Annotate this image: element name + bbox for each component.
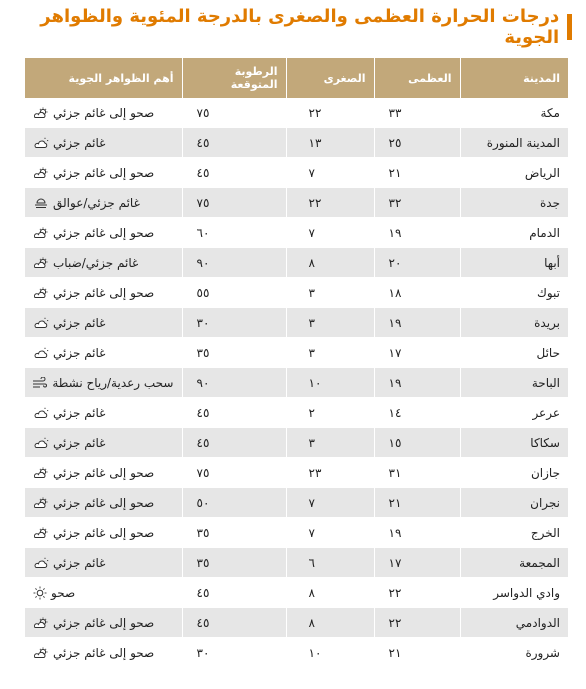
weather-wrap: [33, 166, 154, 180]
weather-text: صحو: [51, 585, 76, 600]
weather-wrap: [33, 106, 154, 120]
cell-weather: [25, 128, 182, 158]
cell-humidity: ٤٥: [182, 128, 286, 158]
weather-text: صحو إلى غائم جزئي: [53, 525, 155, 540]
weather-text: صحو إلى غائم جزئي: [53, 285, 155, 300]
cell-min: ٦: [286, 548, 374, 578]
weather-wrap: [33, 286, 154, 300]
cell-weather: [25, 188, 182, 218]
cell-city: جدة: [460, 188, 568, 218]
cell-max: ٣٣: [374, 98, 460, 128]
cell-humidity: ٩٠: [182, 368, 286, 398]
cell-min: ٨: [286, 248, 374, 278]
weather-text: صحو إلى غائم جزئي: [53, 165, 155, 180]
cell-min: ٢٣: [286, 458, 374, 488]
table-row: [25, 278, 568, 308]
header-weather: أهم الظواهر الجوية: [25, 58, 182, 98]
cell-city: عرعر: [460, 398, 568, 428]
weather-wrap: [33, 526, 154, 540]
cell-max: ١٥: [374, 428, 460, 458]
page-title-text: درجات الحرارة العظمى والصغرى بالدرجة المئوية والظواهر الجوية: [40, 6, 560, 48]
table-row: [25, 548, 568, 578]
weather-wrap: [33, 346, 105, 360]
cell-weather: [25, 158, 182, 188]
sun-cloud-icon: [33, 647, 53, 659]
weather-text: صحو إلى غائم جزئي: [53, 645, 155, 660]
header-humidity: الرطوبة المتوقعة: [182, 58, 286, 98]
table-row: [25, 398, 568, 428]
cell-weather: [25, 548, 182, 578]
cell-weather: [25, 368, 182, 398]
cell-city: وادي الدواسر: [460, 578, 568, 608]
weather-wrap: [33, 436, 105, 450]
cell-city: جازان: [460, 458, 568, 488]
partly-cloudy-icon: [33, 437, 53, 449]
cell-min: ٨: [286, 608, 374, 638]
cell-weather: [25, 338, 182, 368]
cell-max: ٢١: [374, 158, 460, 188]
cell-weather: [25, 518, 182, 548]
sun-cloud-icon: [33, 617, 53, 629]
cell-min: ٧: [286, 518, 374, 548]
cell-min: ٢٢: [286, 188, 374, 218]
cell-min: ٨: [286, 578, 374, 608]
table-row: [25, 248, 568, 278]
table-row: [25, 128, 568, 158]
cell-city: سكاكا: [460, 428, 568, 458]
cell-max: ١٧: [374, 338, 460, 368]
table-row: [25, 338, 568, 368]
table-header-row: [25, 58, 568, 98]
cell-min: ١٠: [286, 638, 374, 668]
cell-max: ٢٠: [374, 248, 460, 278]
cell-city: الدمام: [460, 218, 568, 248]
cell-max: ٢١: [374, 638, 460, 668]
cell-min: ٧: [286, 218, 374, 248]
weather-text: صحو إلى غائم جزئي: [53, 105, 155, 120]
weather-text: غائم جزئي/عوالق: [53, 195, 140, 210]
cell-humidity: ٩٠: [182, 248, 286, 278]
cell-weather: [25, 608, 182, 638]
cell-city: المجمعة: [460, 548, 568, 578]
haze-icon: [33, 197, 53, 209]
table-row: [25, 308, 568, 338]
cell-weather: [25, 308, 182, 338]
cell-weather: [25, 248, 182, 278]
partly-cloudy-icon: [33, 347, 53, 359]
weather-text: سحب رعدية/رياح نشطة: [52, 375, 174, 390]
cell-weather: [25, 278, 182, 308]
cell-min: ٣: [286, 428, 374, 458]
cell-humidity: ٤٥: [182, 428, 286, 458]
sun-cloud-icon: [33, 227, 53, 239]
partly-cloudy-icon: [33, 137, 53, 149]
weather-text: صحو إلى غائم جزئي: [53, 495, 155, 510]
weather-wrap: [33, 646, 154, 660]
header-max: العظمى: [374, 58, 460, 98]
cell-city: حائل: [460, 338, 568, 368]
cell-weather: [25, 398, 182, 428]
cell-city: المدينة المنورة: [460, 128, 568, 158]
weather-wrap: [33, 226, 154, 240]
cell-city: الباحة: [460, 368, 568, 398]
weather-text: غائم جزئي: [53, 345, 106, 360]
weather-wrap: [33, 586, 75, 600]
table-row: [25, 578, 568, 608]
table-row: [25, 428, 568, 458]
table-row: [25, 608, 568, 638]
cell-weather: [25, 428, 182, 458]
cell-weather: [25, 218, 182, 248]
partly-cloudy-icon: [33, 407, 53, 419]
sun-cloud-icon: [33, 467, 53, 479]
cell-max: ٢٢: [374, 608, 460, 638]
partly-cloudy-icon: [33, 317, 53, 329]
cell-min: ٣: [286, 338, 374, 368]
weather-wrap: [33, 496, 154, 510]
cell-city: مكة: [460, 98, 568, 128]
cell-max: ٢٥: [374, 128, 460, 158]
cell-humidity: ٧٥: [182, 98, 286, 128]
cell-max: ١٩: [374, 218, 460, 248]
cell-min: ٣: [286, 308, 374, 338]
sun-cloud-icon: [33, 107, 53, 119]
page-title: [0, 6, 572, 48]
partly-cloudy-icon: [33, 557, 53, 569]
cell-weather: [25, 578, 182, 608]
weather-text: غائم جزئي: [53, 555, 106, 570]
cell-humidity: ٥٥: [182, 278, 286, 308]
weather-text: صحو إلى غائم جزئي: [53, 615, 155, 630]
cell-city: أبها: [460, 248, 568, 278]
cell-humidity: ٥٠: [182, 488, 286, 518]
cell-min: ٧: [286, 158, 374, 188]
table-row: [25, 158, 568, 188]
cell-weather: [25, 638, 182, 668]
cell-humidity: ٣٠: [182, 308, 286, 338]
cell-city: شرورة: [460, 638, 568, 668]
weather-wrap: [33, 616, 154, 630]
cell-max: ١٩: [374, 368, 460, 398]
header-city: المدينة: [460, 58, 568, 98]
cell-min: ٢: [286, 398, 374, 428]
cell-weather: [25, 458, 182, 488]
cell-humidity: ٤٥: [182, 158, 286, 188]
weather-wrap: [33, 556, 105, 570]
sun-cloud-icon: [33, 527, 53, 539]
cell-humidity: ٧٥: [182, 188, 286, 218]
cell-city: الخرج: [460, 518, 568, 548]
weather-wrap: [33, 256, 138, 270]
cell-max: ١٩: [374, 308, 460, 338]
table-row: [25, 368, 568, 398]
cell-max: ١٧: [374, 548, 460, 578]
table-row: [25, 218, 568, 248]
table-row: [25, 458, 568, 488]
cell-max: ٢٢: [374, 578, 460, 608]
cell-humidity: ٤٥: [182, 578, 286, 608]
weather-wrap: [33, 466, 154, 480]
cell-weather: [25, 488, 182, 518]
cell-humidity: ٣٥: [182, 338, 286, 368]
sun-cloud-icon: [33, 257, 53, 269]
weather-text: غائم جزئي: [53, 435, 106, 450]
weather-text: غائم جزئي: [53, 405, 106, 420]
sun-cloud-icon: [33, 167, 53, 179]
cell-min: ١٣: [286, 128, 374, 158]
table-row: [25, 638, 568, 668]
weather-table: [25, 58, 568, 668]
wind-icon: [32, 377, 52, 389]
cell-humidity: ٣٥: [182, 548, 286, 578]
cell-min: ٧: [286, 488, 374, 518]
cell-min: ١٠: [286, 368, 374, 398]
weather-text: غائم جزئي: [53, 135, 106, 150]
cell-city: نجران: [460, 488, 568, 518]
cell-max: ٣١: [374, 458, 460, 488]
table-row: [25, 518, 568, 548]
cell-max: ١٨: [374, 278, 460, 308]
weather-wrap: [33, 406, 105, 420]
weather-wrap: [33, 316, 105, 330]
cell-max: ١٩: [374, 518, 460, 548]
title-accent-bar: [567, 14, 572, 40]
table-body: [25, 98, 568, 668]
cell-city: تبوك: [460, 278, 568, 308]
cell-humidity: ٤٥: [182, 398, 286, 428]
cell-city: الدوادمي: [460, 608, 568, 638]
weather-wrap: [33, 136, 105, 150]
weather-text: صحو إلى غائم جزئي: [53, 225, 155, 240]
cell-humidity: ٣٥: [182, 518, 286, 548]
weather-text: غائم جزئي: [53, 315, 106, 330]
table-row: [25, 488, 568, 518]
cell-humidity: ٦٠: [182, 218, 286, 248]
cell-weather: [25, 98, 182, 128]
weather-wrap: [33, 196, 140, 210]
cell-city: بريدة: [460, 308, 568, 338]
cell-humidity: ٣٠: [182, 638, 286, 668]
cell-min: ٢٢: [286, 98, 374, 128]
weather-text: غائم جزئي/ضباب: [53, 255, 139, 270]
cell-city: الرياض: [460, 158, 568, 188]
cell-min: ٣: [286, 278, 374, 308]
weather-wrap: [32, 376, 173, 390]
table-row: [25, 188, 568, 218]
cell-max: ٣٢: [374, 188, 460, 218]
cell-humidity: ٧٥: [182, 458, 286, 488]
sun-cloud-icon: [33, 287, 53, 299]
table-row: [25, 98, 568, 128]
header-min: الصغرى: [286, 58, 374, 98]
cell-max: ٢١: [374, 488, 460, 518]
sun-icon: [33, 586, 51, 600]
sun-cloud-icon: [33, 497, 53, 509]
weather-text: صحو إلى غائم جزئي: [53, 465, 155, 480]
cell-max: ١٤: [374, 398, 460, 428]
cell-humidity: ٤٥: [182, 608, 286, 638]
